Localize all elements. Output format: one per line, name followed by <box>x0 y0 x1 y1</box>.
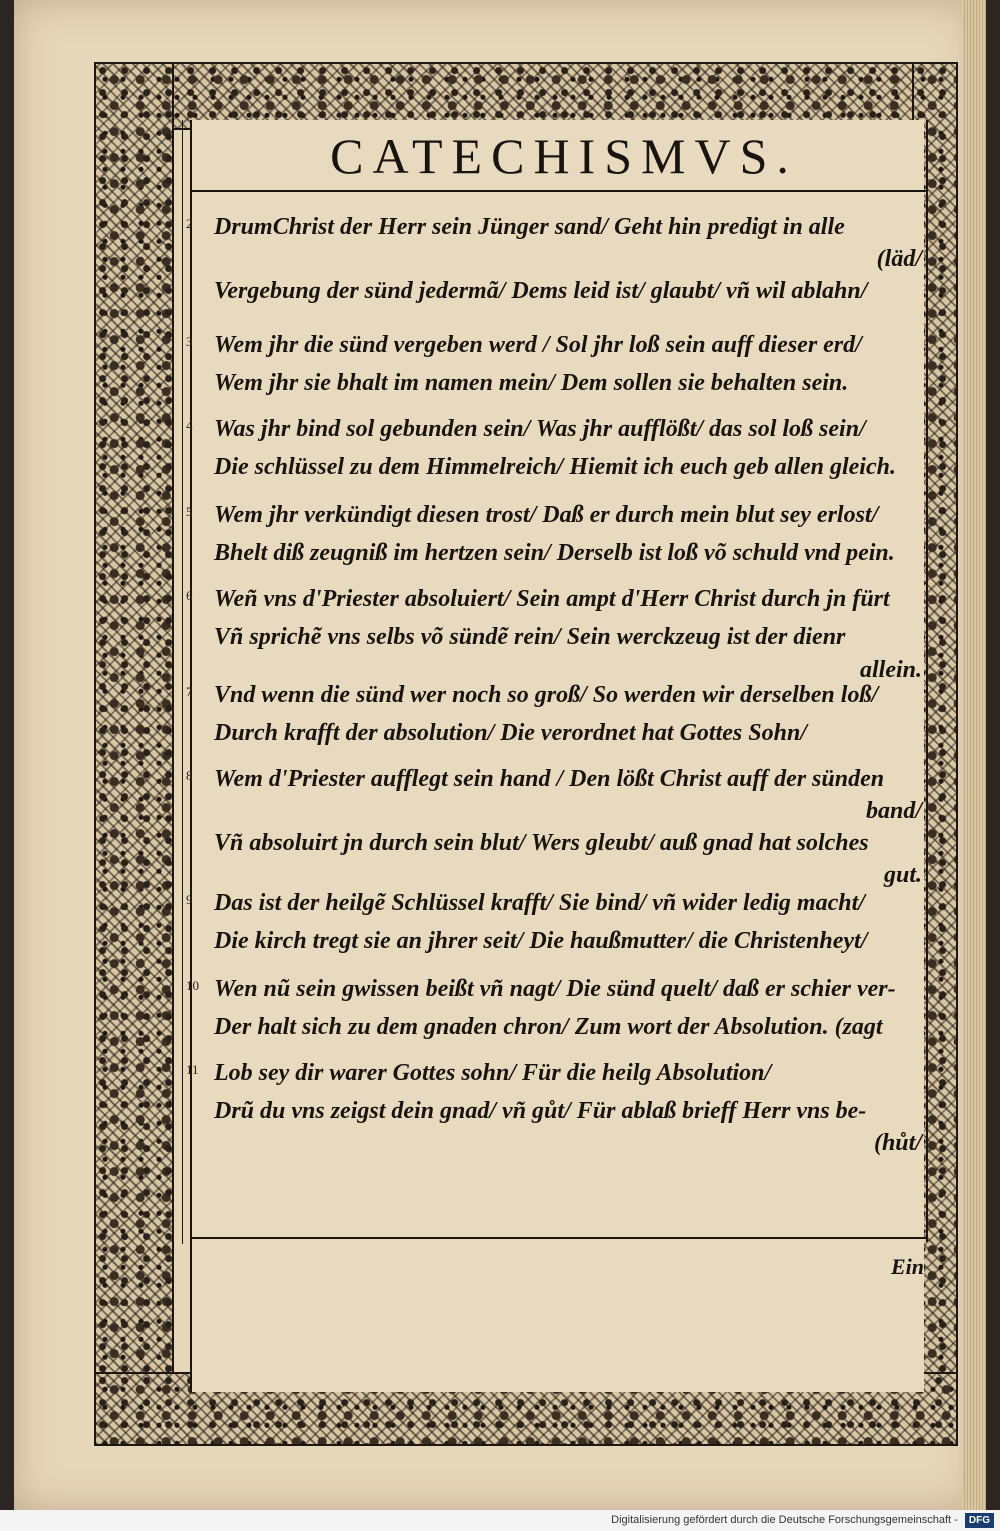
frame-rule-bottom <box>190 1237 928 1239</box>
stanza <box>186 410 926 486</box>
stanza-number: 3 <box>186 334 193 349</box>
stanza-number: 7 <box>186 684 193 699</box>
frame-rule-left <box>182 120 183 1244</box>
stanza-number: 6 <box>186 588 193 603</box>
verse-line: Das ist der heilgẽ Schlüssel krafft/ Sie bind/ vñ wider ledig macht/ <box>214 890 865 916</box>
verse-line: Wen nũ sein gwissen beißt vñ nagt/ Die sünd quelt/ daß er schier ver- <box>214 976 896 1002</box>
stanza <box>186 676 926 752</box>
verse-line: (läd/ <box>876 246 922 272</box>
verse-line: Der halt sich zu dem gnaden chron/ Zum wort der Absolution. (zagt <box>214 1014 883 1040</box>
verse-line: Was jhr bind sol gebunden sein/ Was jhr aufflößt/ das sol loß sein/ <box>214 416 866 442</box>
stanza <box>186 326 926 402</box>
stanza-number: 4 <box>186 418 193 433</box>
stanza <box>186 760 926 888</box>
verse-line: Wem jhr die sünd vergeben werd / Sol jhr loß sein auff dieser erd/ <box>214 332 862 358</box>
frame-rule-top <box>190 190 928 192</box>
stanza <box>186 496 926 572</box>
stanza-number: 2 <box>186 216 193 231</box>
verse-line: (hůt/ <box>873 1130 922 1156</box>
page-header: CATECHISMVS. <box>330 128 798 184</box>
stanza-number: 10 <box>186 978 199 993</box>
catchword: Ein <box>890 1254 924 1279</box>
page-edge <box>962 0 986 1510</box>
stanza-number: 8 <box>186 768 193 783</box>
verse-line: Wem d'Priester aufflegt sein hand / Den lößt Christ auff der sünden <box>214 766 885 792</box>
verse-line: Vñ sprichẽ vns selbs võ sündẽ rein/ Sein werckzeug ist der dienr <box>214 624 846 650</box>
verse-line: Weñ vns d'Priester absoluiert/ Sein ampt d'Herr Christ durch jn fürt <box>214 586 890 612</box>
stanza <box>186 208 926 310</box>
book-page <box>14 0 976 1510</box>
verse-line: gut. <box>883 862 922 888</box>
verse-line: Bhelt diß zeugniß im hertzen sein/ Derselb ist loß võ schuld vnd pein. <box>214 540 895 566</box>
verse-line: Die schlüssel zu dem Himmelreich/ Hiemit ich euch geb allen gleich. <box>214 454 896 480</box>
verse-line: Die kirch tregt sie an jhrer seit/ Die haußmutter/ die Christenheyt/ <box>214 928 868 954</box>
stanza-number: 9 <box>186 892 193 907</box>
stanza <box>186 1054 926 1156</box>
stanza <box>186 580 926 684</box>
verse-line: band/ <box>865 798 922 824</box>
verse-line: Vergebung der sünd jedermã/ Dems leid ist/ glaubt/ vñ wil ablahn/ <box>214 278 868 304</box>
digitization-footer <box>0 1510 1000 1531</box>
verse-line: Vnd wenn die sünd wer noch so groß/ So werden wir derselben loß/ <box>214 682 879 708</box>
verse-line: Drũ du vns zeigst dein gnad/ vñ gůt/ Für ablaß brieff Herr vns be- <box>214 1098 867 1124</box>
stanza <box>186 884 926 960</box>
text-frame <box>190 120 924 1392</box>
verse-line: Wem jhr sie bhalt im namen mein/ Dem sollen sie behalten sein. <box>214 370 849 396</box>
frame-rule-right <box>926 120 928 1242</box>
stanza-number: 5 <box>186 504 193 519</box>
verse-line: Durch krafft der absolution/ Die verordnet hat Gottes Sohn/ <box>214 720 807 746</box>
border-left-ornament <box>94 62 174 1446</box>
stanza-number: 11 <box>186 1062 199 1077</box>
dfg-logo: DFG <box>965 1513 994 1528</box>
verse-line: Lob sey dir warer Gottes sohn/ Für die heilg Absolution/ <box>214 1060 772 1086</box>
stanza <box>186 970 926 1046</box>
verse-line: DrumChrist der Herr sein Jünger sand/ Geht hin predigt in alle <box>214 214 845 240</box>
footer-credit: Digitalisierung gefördert durch die Deutsche Forschungsgemeinschaft - <box>611 1514 958 1526</box>
verse-line: Vñ absoluirt jn durch sein blut/ Wers gleubt/ auß gnad hat solches <box>214 830 869 856</box>
verse-line: Wem jhr verkündigt diesen trost/ Daß er durch mein blut sey erlost/ <box>214 502 879 528</box>
verse-line: allein. <box>859 657 922 683</box>
